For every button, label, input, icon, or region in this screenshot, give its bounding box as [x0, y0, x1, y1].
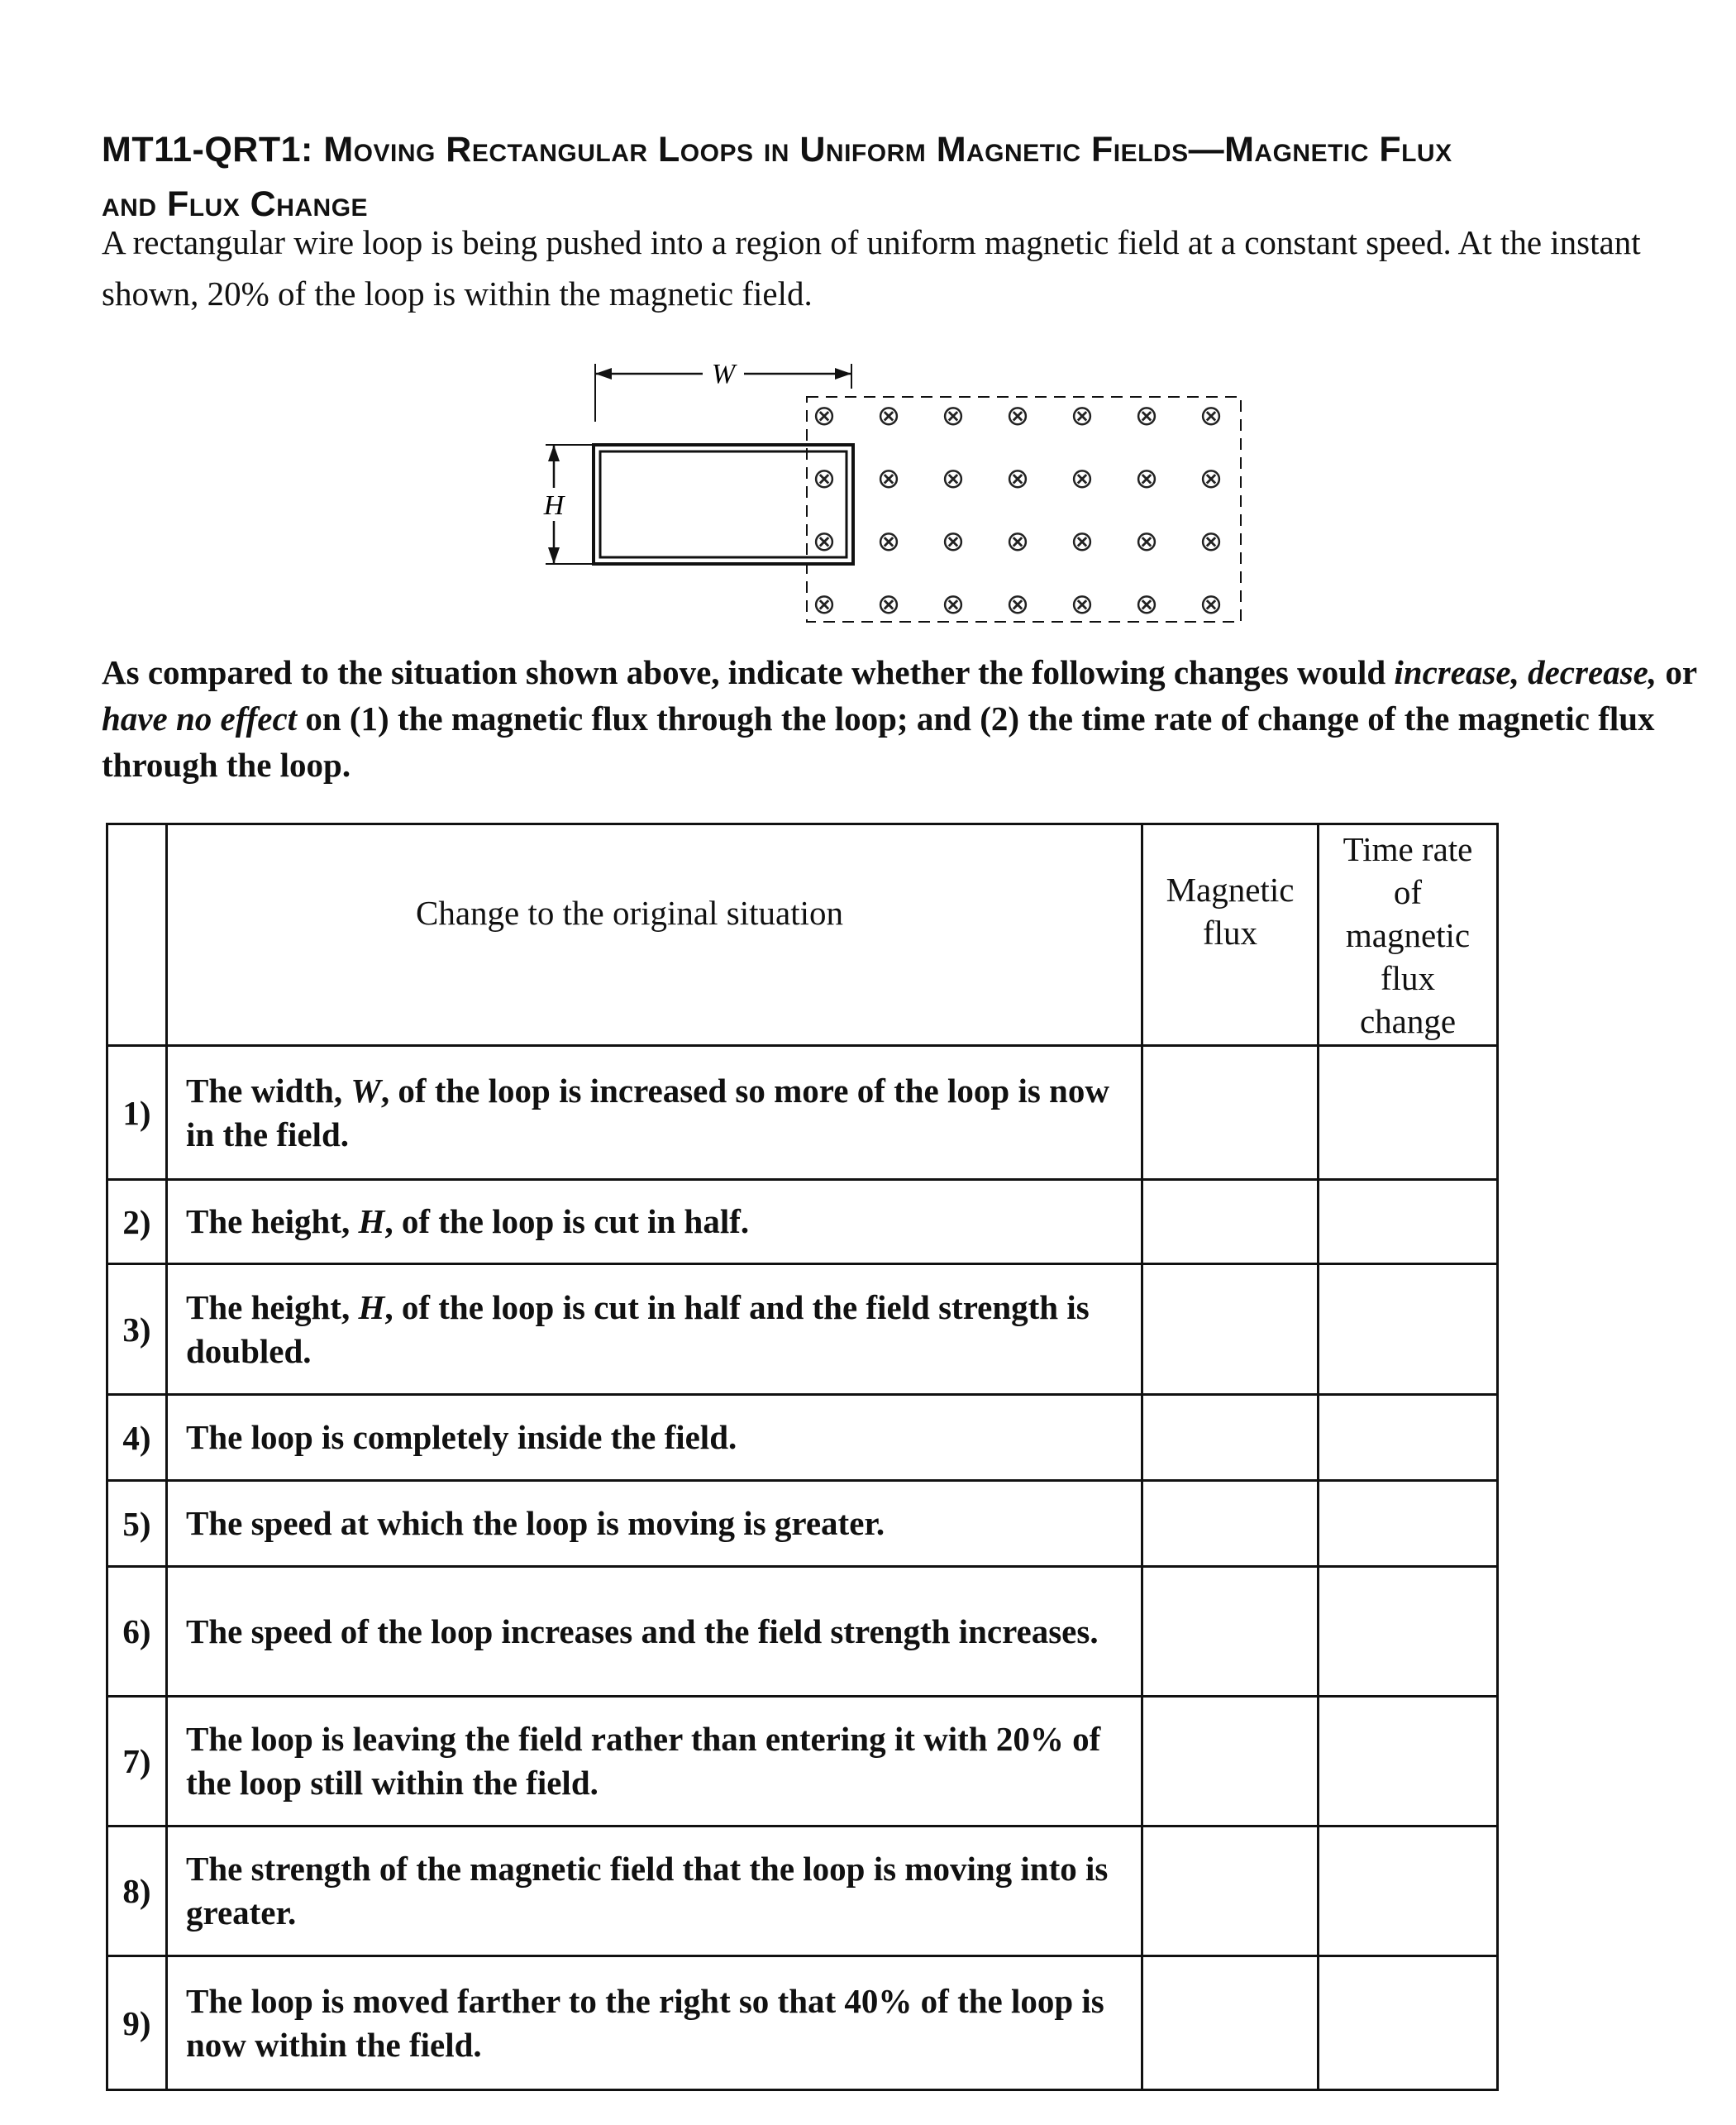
- header-number: [107, 824, 167, 1046]
- answer-cell-flux[interactable]: [1142, 1481, 1319, 1567]
- title-dash: —: [1188, 130, 1225, 170]
- worksheet-title: [102, 122, 1697, 232]
- row-number: 8): [107, 1827, 167, 1956]
- table-row: [107, 1046, 1498, 1180]
- field-into-page-icon: ⊗: [1134, 525, 1159, 558]
- row-number: 6): [107, 1567, 167, 1697]
- loop-field-diagram: [529, 356, 1257, 645]
- instructions-or: or: [1665, 653, 1697, 691]
- row-change-text: [167, 1956, 1142, 2090]
- title-text-c: and Flux Change: [102, 184, 369, 224]
- row-number: 1): [107, 1046, 167, 1180]
- row-number: 7): [107, 1697, 167, 1827]
- table-row: [107, 1395, 1498, 1481]
- field-into-page-icon: ⊗: [1199, 462, 1223, 495]
- row-change-text: [167, 1481, 1142, 1567]
- row-text-variable: H: [358, 1202, 385, 1240]
- row-number: 3): [107, 1264, 167, 1395]
- field-into-page-icon: ⊗: [1070, 588, 1095, 621]
- option-decrease: decrease,: [1528, 653, 1657, 691]
- answer-table: [106, 823, 1499, 2091]
- answer-cell-flux[interactable]: [1142, 1956, 1319, 2090]
- title-text-a: Moving Rectangular Loops in Uniform Magnetic Fields: [323, 130, 1189, 170]
- row-text-pre: The speed of the loop increases and the field strength increases.: [186, 1612, 1099, 1650]
- field-into-page-icon: ⊗: [1070, 525, 1095, 558]
- field-into-page-icon: ⊗: [1005, 462, 1030, 495]
- field-into-page-icon: ⊗: [1005, 399, 1030, 432]
- field-into-page-icon: ⊗: [812, 588, 837, 621]
- field-into-page-icon: ⊗: [876, 588, 901, 621]
- answer-cell-rate[interactable]: [1319, 1481, 1498, 1567]
- row-number: 5): [107, 1481, 167, 1567]
- answer-cell-flux[interactable]: [1142, 1697, 1319, 1827]
- intro-paragraph: A rectangular wire loop is being pushed into a region of uniform magnetic field at a constant speed. At the instant shown, 20% of the loop is within the magnetic field.: [102, 223, 1641, 313]
- answer-cell-rate[interactable]: [1319, 1697, 1498, 1827]
- row-text-pre: The height,: [186, 1202, 359, 1240]
- answer-cell-flux[interactable]: [1142, 1567, 1319, 1697]
- answer-cell-flux[interactable]: [1142, 1180, 1319, 1264]
- field-into-page-icon: ⊗: [1005, 588, 1030, 621]
- height-label: H: [543, 490, 565, 521]
- row-text-pre: The speed at which the loop is moving is greater.: [186, 1504, 885, 1542]
- field-into-page-icon: ⊗: [941, 588, 966, 621]
- instructions-part1: As compared to the situation shown above, indicate whether the following changes would: [102, 653, 1386, 691]
- row-change-text: [167, 1264, 1142, 1395]
- field-into-page-icon: ⊗: [812, 462, 837, 495]
- width-arrow-right: [835, 368, 851, 380]
- height-arrow-bottom: [548, 547, 560, 564]
- title-text-b: Magnetic Flux: [1224, 130, 1452, 170]
- option-no-effect: have no effect: [102, 700, 298, 738]
- table-row: [107, 1697, 1498, 1827]
- table-row: [107, 1567, 1498, 1697]
- field-into-page-icon: ⊗: [1005, 525, 1030, 558]
- row-change-text: [167, 1567, 1142, 1697]
- table-row: [107, 1180, 1498, 1264]
- answer-cell-flux[interactable]: [1142, 1046, 1319, 1180]
- answer-cell-rate[interactable]: [1319, 1827, 1498, 1956]
- row-number: 4): [107, 1395, 167, 1481]
- field-into-page-icon: ⊗: [1199, 399, 1223, 432]
- field-into-page-icon: ⊗: [1134, 462, 1159, 495]
- row-change-text: [167, 1697, 1142, 1827]
- row-change-text: [167, 1395, 1142, 1481]
- field-into-page-icon: ⊗: [812, 525, 837, 558]
- row-text-pre: The height,: [186, 1287, 359, 1326]
- row-text-pre: The loop is moved farther to the right so that 40% of the loop is now within the field.: [186, 1981, 1104, 2064]
- row-change-text: [167, 1180, 1142, 1264]
- row-text-pre: The loop is completely inside the field.: [186, 1418, 737, 1456]
- field-into-page-icon: ⊗: [1134, 399, 1159, 432]
- row-text-pre: The strength of the magnetic field that the loop is moving into is greater.: [186, 1850, 1109, 1932]
- row-text-post: , of the loop is cut in half.: [384, 1202, 750, 1240]
- row-text-post: , of the loop is increased so more of the loop is now in the field.: [186, 1071, 1109, 1153]
- width-arrow-left: [595, 368, 612, 380]
- row-text-variable: H: [358, 1287, 385, 1326]
- answer-cell-rate[interactable]: [1319, 1956, 1498, 2090]
- table-row: [107, 1956, 1498, 2090]
- row-number: 2): [107, 1180, 167, 1264]
- answer-cell-flux[interactable]: [1142, 1264, 1319, 1395]
- field-into-page-icon: ⊗: [876, 399, 901, 432]
- field-into-page-icon: ⊗: [1199, 588, 1223, 621]
- field-into-page-icon: ⊗: [1070, 399, 1095, 432]
- width-label: W: [711, 359, 736, 389]
- title-code: MT11-QRT1:: [102, 130, 313, 170]
- height-arrow-top: [548, 445, 560, 461]
- field-into-page-icon: ⊗: [1070, 462, 1095, 495]
- table-row: [107, 1264, 1498, 1395]
- table-body: [107, 1046, 1498, 2090]
- answer-cell-flux[interactable]: [1142, 1827, 1319, 1956]
- answer-cell-rate[interactable]: [1319, 1046, 1498, 1180]
- header-time-rate: Time rate of magnetic flux change: [1319, 824, 1498, 1046]
- answer-cell-flux[interactable]: [1142, 1395, 1319, 1481]
- answer-cell-rate[interactable]: [1319, 1264, 1498, 1395]
- field-into-page-icon: ⊗: [941, 525, 966, 558]
- table-row: [107, 1827, 1498, 1956]
- field-into-page-icon: ⊗: [812, 399, 837, 432]
- answer-cell-rate[interactable]: [1319, 1395, 1498, 1481]
- field-into-page-icon: ⊗: [1199, 525, 1223, 558]
- field-into-page-icon: ⊗: [1134, 588, 1159, 621]
- field-into-page-icon: ⊗: [876, 525, 901, 558]
- row-text-post: , of the loop is cut in half and the field strength is doubled.: [186, 1287, 1090, 1370]
- instructions-part2: on (1) the magnetic flux through the loop; and (2) the time rate of change of the magnetic flux through the loop.: [102, 700, 1655, 784]
- row-text-pre: The loop is leaving the field rather than entering it with 20% of the loop still within the field.: [186, 1720, 1101, 1802]
- row-text-variable: W: [351, 1071, 381, 1110]
- instructions-paragraph: [102, 649, 1705, 788]
- field-into-page-icon: ⊗: [876, 462, 901, 495]
- wire-loop-inner: [600, 451, 847, 557]
- answer-cell-rate[interactable]: [1319, 1180, 1498, 1264]
- row-text-pre: The width,: [186, 1071, 351, 1110]
- field-into-page-icon: ⊗: [941, 399, 966, 432]
- answer-cell-rate[interactable]: [1319, 1567, 1498, 1697]
- row-number: 9): [107, 1956, 167, 2090]
- table-header-row: [107, 824, 1498, 1046]
- field-symbols: [813, 399, 1223, 621]
- header-magnetic-flux: Magnetic flux: [1142, 824, 1319, 1046]
- field-into-page-icon: ⊗: [941, 462, 966, 495]
- table-row: [107, 1481, 1498, 1567]
- header-change: Change to the original situation: [167, 824, 1142, 1046]
- row-change-text: [167, 1046, 1142, 1180]
- option-increase: increase,: [1394, 653, 1519, 691]
- row-change-text: [167, 1827, 1142, 1956]
